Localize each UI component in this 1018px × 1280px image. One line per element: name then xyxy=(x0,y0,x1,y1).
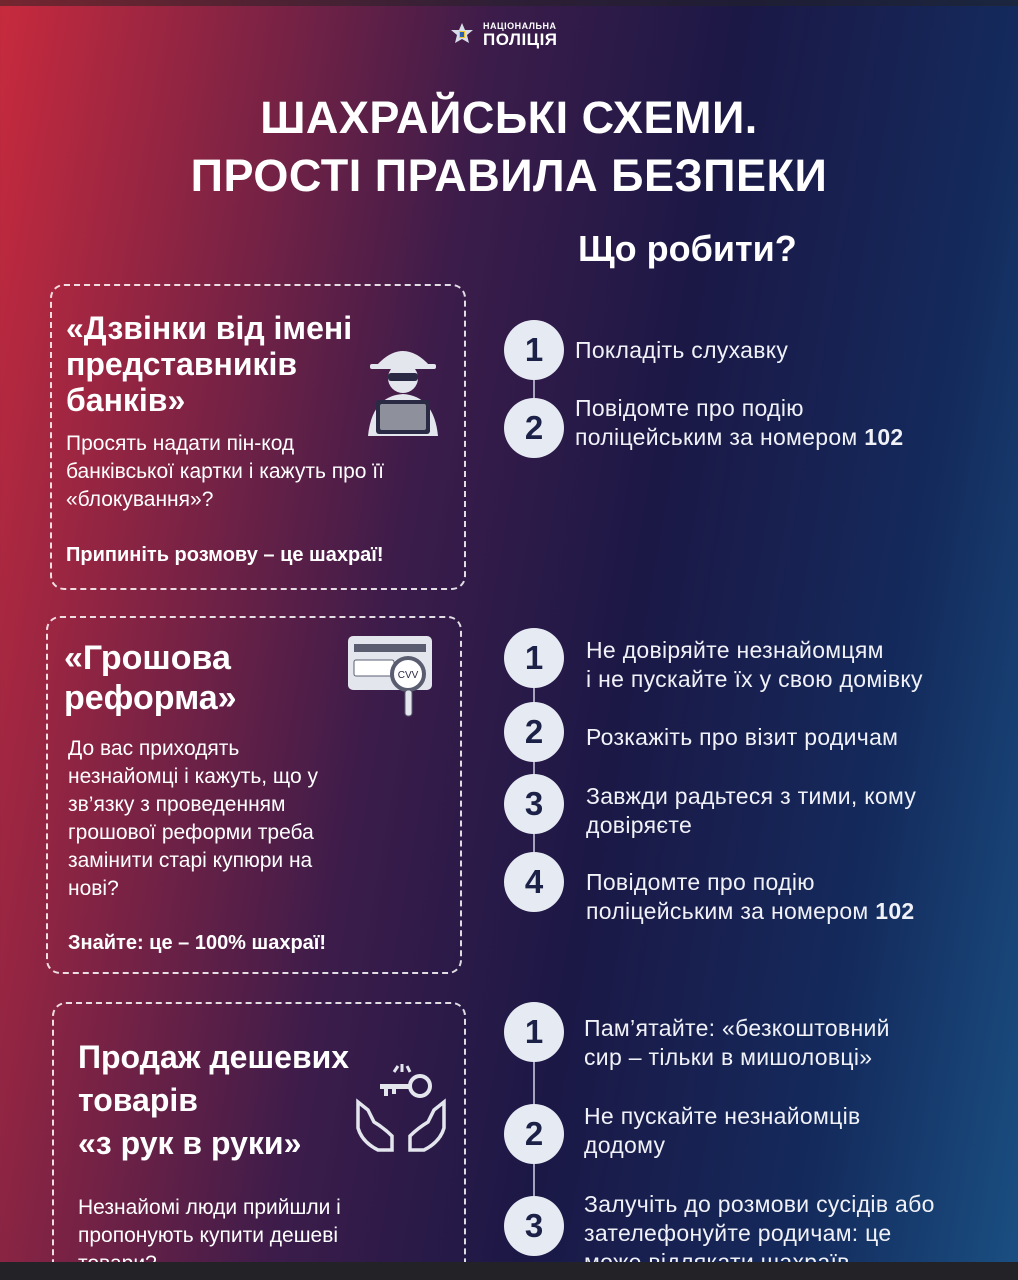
step-line: поліцейським за номером xyxy=(575,424,858,450)
hands-with-keys-icon xyxy=(354,1062,448,1159)
card2-text-line: незнайомці і кажуть, що у xyxy=(68,765,318,788)
card3-text-line: Незнайомі люди прийшли і xyxy=(78,1196,341,1219)
card1-text-line: Просять надати пін-код xyxy=(66,432,295,455)
what-to-do-heading: Що робити? xyxy=(578,228,797,269)
step-line: Повідомте про подію xyxy=(575,395,804,421)
step-text xyxy=(575,336,788,365)
card3-title-line: «з рук в руки» xyxy=(78,1125,302,1161)
card2-text-line: грошової реформи треба xyxy=(68,821,314,844)
step-text xyxy=(584,1014,890,1072)
step-number: 2 xyxy=(504,702,564,762)
step-text xyxy=(586,868,915,926)
logo-bottom-text: ПОЛІЦІЯ xyxy=(483,30,558,49)
card2-text-line: замінити старі купюри на xyxy=(68,849,313,872)
card2-title xyxy=(64,638,237,718)
step-text xyxy=(575,394,904,452)
phone-number: 102 xyxy=(875,898,915,924)
step-line: додому xyxy=(584,1132,666,1158)
card3-title xyxy=(78,1036,349,1165)
phone-number: 102 xyxy=(864,424,904,450)
step-line: Повідомте про подію xyxy=(586,869,815,895)
page-title-line2: ПРОСТІ ПРАВИЛА БЕЗПЕКИ xyxy=(190,150,828,201)
step-line: довіряєте xyxy=(586,812,693,838)
card2-title-line: реформа» xyxy=(64,679,237,717)
step-line: і не пускайте їх у свою домівку xyxy=(586,666,923,692)
step-number: 1 xyxy=(504,628,564,688)
step-line: поліцейським за номером xyxy=(586,898,869,924)
step-line: Завжди радьтеся з тими, кому xyxy=(586,783,917,809)
card2-text-line: зв’язку з проведенням xyxy=(68,793,286,816)
card1-text-line: «блокування»? xyxy=(66,488,214,511)
card1-title-line: «Дзвінки від імені xyxy=(66,310,353,346)
step-line: Залучіть до розмови сусідів або xyxy=(584,1191,935,1217)
card3-text-line: пропонують купити дешеві xyxy=(78,1224,339,1247)
police-star-icon xyxy=(449,22,475,48)
step-number: 3 xyxy=(504,774,564,834)
card2-text-line: нові? xyxy=(68,877,119,900)
steps2-connector xyxy=(533,660,535,880)
step-text xyxy=(586,782,916,840)
police-logo xyxy=(449,22,558,48)
card3-title-line: товарів xyxy=(78,1082,198,1118)
bottom-edge xyxy=(0,1262,1018,1280)
step-number: 2 xyxy=(504,398,564,458)
card1-title-line: банків» xyxy=(66,382,186,418)
step-text xyxy=(584,1102,861,1160)
hacker-icon xyxy=(362,338,444,445)
card2-text-line: До вас приходять xyxy=(68,737,240,760)
card1-title xyxy=(66,310,352,418)
bank-card-magnifier-icon xyxy=(346,634,438,727)
card2-title-line: «Грошова xyxy=(64,639,231,677)
step-text xyxy=(586,636,923,694)
step-line: Не довіряйте незнайомцям xyxy=(586,637,884,663)
card2-description xyxy=(68,735,318,903)
step-number: 1 xyxy=(504,320,564,380)
step-line: сир – тільки в мишоловці» xyxy=(584,1044,873,1070)
page-title-line1: ШАХРАЙСЬКІ СХЕМИ. xyxy=(260,92,758,143)
step-line: Пам’ятайте: «безкоштовний xyxy=(584,1015,890,1041)
cvv-label: CVV xyxy=(397,670,419,681)
step-text xyxy=(586,723,898,752)
top-edge xyxy=(0,0,1018,6)
step-line: зателефонуйте родичам: це xyxy=(584,1220,892,1246)
card1-warning: Припиніть розмову – це шахраї! xyxy=(66,544,384,566)
step-line: Розкажіть про візит родичам xyxy=(586,724,899,750)
step-number: 3 xyxy=(504,1196,564,1256)
step-line: Покладіть слухавку xyxy=(575,337,789,363)
card3-title-line: Продаж дешевих xyxy=(78,1039,350,1075)
step-number: 1 xyxy=(504,1002,564,1062)
card1-title-line: представників xyxy=(66,346,298,382)
card1-text-line: банківської картки і кажуть про її xyxy=(66,460,384,483)
step-number: 4 xyxy=(504,852,564,912)
card1-description xyxy=(66,430,384,514)
card2-warning: Знайте: це – 100% шахраї! xyxy=(68,932,327,954)
logo-top-text: НАЦІОНАЛЬНА xyxy=(483,21,557,31)
step-number: 2 xyxy=(504,1104,564,1164)
step-line: Не пускайте незнайомців xyxy=(584,1103,861,1129)
